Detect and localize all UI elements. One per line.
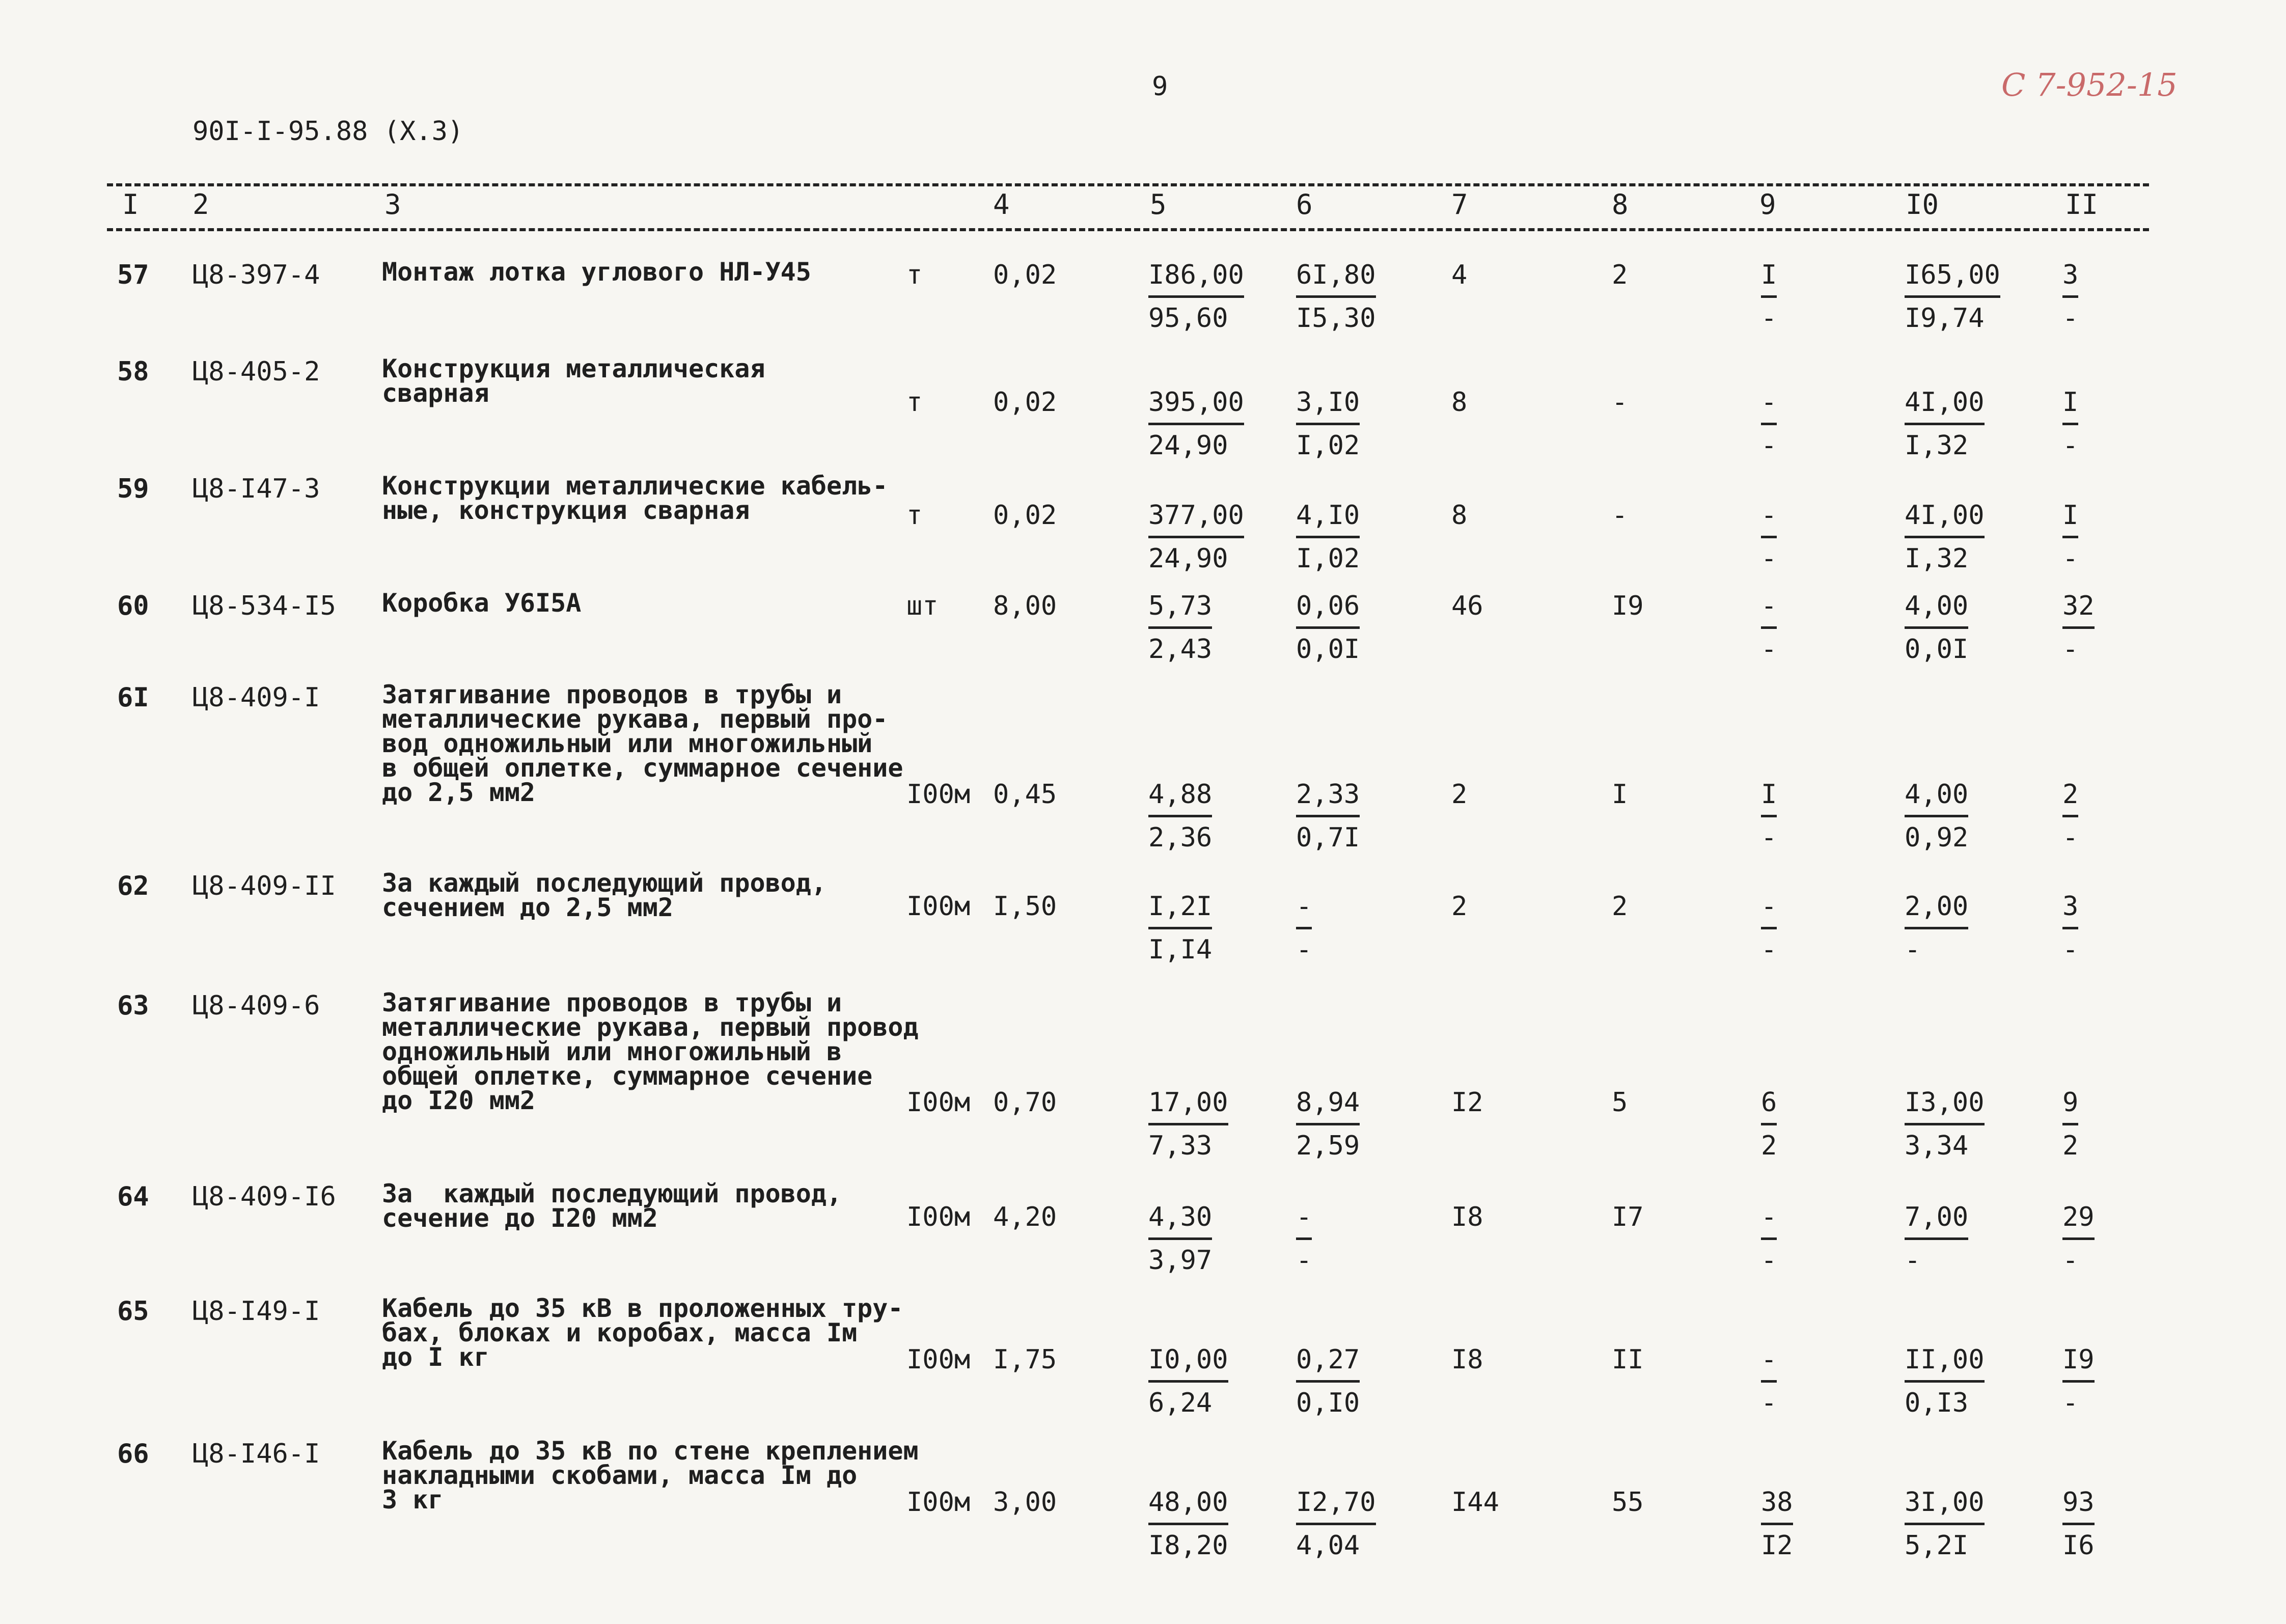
col6-value (1296, 1202, 1312, 1276)
col11-value-numerator: 32 (2062, 591, 2095, 629)
quantity: 4,20 (993, 1202, 1057, 1232)
col9-value (1761, 779, 1777, 853)
col8-value: II (1612, 1344, 1644, 1375)
col9-value-numerator: I (1761, 779, 1777, 817)
unit-of-measure: I00м (906, 1487, 971, 1518)
col10-value-denominator: 0,92 (1905, 822, 1969, 853)
quantity: 0,02 (993, 260, 1057, 290)
col10-value-denominator: I9,74 (1905, 303, 1985, 334)
row-number: 57 (117, 260, 149, 290)
col8-value: 2 (1612, 260, 1628, 290)
col9-value-denominator: - (1761, 430, 1777, 461)
col9-value (1761, 591, 1777, 665)
col10-value-numerator: 3I,00 (1905, 1487, 1985, 1525)
col6-value (1296, 1487, 1376, 1561)
col10-value-numerator: 4,00 (1905, 591, 1968, 629)
col9-value-denominator: - (1761, 822, 1777, 853)
work-description: Коробка У6I5А (382, 588, 582, 618)
col6-value-denominator: - (1296, 1245, 1312, 1276)
col6-value (1296, 591, 1360, 665)
unit-of-measure: I00м (906, 1202, 971, 1232)
col9-value-denominator: - (1761, 1388, 1777, 1418)
col5-value-denominator: 95,60 (1148, 303, 1228, 334)
col10-value-denominator: I,32 (1905, 543, 1969, 574)
col5-value-numerator: 17,00 (1148, 1087, 1228, 1125)
col6-value-numerator: - (1296, 891, 1312, 929)
col6-value-denominator: 0,7I (1296, 822, 1360, 853)
col11-value-numerator: 29 (2062, 1202, 2095, 1240)
col6-value (1296, 500, 1360, 574)
col7-value: 46 (1451, 591, 1483, 621)
col9-value (1761, 891, 1777, 965)
col11-value-denominator: - (2062, 934, 2079, 965)
col10-value-numerator: 4I,00 (1905, 500, 1985, 538)
rate-code: Ц8-534-I5 (192, 591, 336, 621)
row-number: 65 (117, 1296, 149, 1327)
header-rule-bottom (107, 228, 2149, 231)
col10-value-denominator: 0,I3 (1905, 1388, 1969, 1418)
col9-value-numerator: - (1761, 1202, 1777, 1240)
col11-value-numerator: 3 (2062, 260, 2078, 298)
col10-value-numerator: 7,00 (1905, 1202, 1968, 1240)
unit-of-measure: т (906, 260, 923, 290)
col5-value-denominator: 2,43 (1148, 634, 1213, 665)
col10-value-denominator: 5,2I (1905, 1530, 1969, 1561)
col6-value-numerator: I2,70 (1296, 1487, 1376, 1525)
col5-value-denominator: 24,90 (1148, 430, 1228, 461)
col5-value (1148, 591, 1212, 665)
col6-value-denominator: 0,I0 (1296, 1388, 1360, 1418)
col11-value-numerator: I9 (2062, 1344, 2095, 1383)
col10-value (1905, 591, 1968, 665)
col5-value (1148, 1344, 1228, 1418)
col9-value-denominator: - (1761, 934, 1777, 965)
col9-value-denominator: - (1761, 1245, 1777, 1276)
col6-value (1296, 891, 1312, 965)
col6-value-denominator: 0,0I (1296, 634, 1360, 665)
col11-value-numerator: 93 (2062, 1487, 2095, 1525)
col10-value-denominator: I,32 (1905, 430, 1969, 461)
col11-value-numerator: 3 (2062, 891, 2078, 929)
col5-value-denominator: I,I4 (1148, 934, 1213, 965)
col7-value: I8 (1451, 1202, 1483, 1232)
col5-value-numerator: 48,00 (1148, 1487, 1228, 1525)
col9-value-numerator: 38 (1761, 1487, 1793, 1525)
col10-value (1905, 1344, 1985, 1418)
col11-value-numerator: I (2062, 500, 2078, 538)
col11-value-denominator: - (2062, 634, 2079, 665)
col5-value-denominator: 2,36 (1148, 822, 1213, 853)
col-header-9: 9 (1759, 188, 1776, 221)
col-header-10: I0 (1906, 188, 1939, 221)
page-number: 9 (1152, 71, 1168, 102)
col6-value (1296, 260, 1376, 334)
col11-value (2062, 260, 2078, 334)
unit-of-measure: шт (906, 591, 939, 621)
col5-value-denominator: 7,33 (1148, 1131, 1213, 1161)
col5-value (1148, 1487, 1228, 1561)
quantity: 3,00 (993, 1487, 1057, 1518)
row-number: 64 (117, 1181, 149, 1212)
work-description: За каждый последующий провод, сечение до I20 мм2 (382, 1179, 842, 1233)
col11-value-denominator: I6 (2062, 1530, 2095, 1561)
unit-of-measure: т (906, 500, 923, 531)
col9-value (1761, 1087, 1777, 1161)
col5-value (1148, 1087, 1228, 1161)
col10-value-numerator: II,00 (1905, 1344, 1985, 1383)
col5-value-denominator: 24,90 (1148, 543, 1228, 574)
col6-value-denominator: I5,30 (1296, 303, 1376, 334)
col7-value: 8 (1451, 387, 1468, 418)
col5-value-denominator: 3,97 (1148, 1245, 1213, 1276)
quantity: 0,70 (993, 1087, 1057, 1118)
col11-value (2062, 387, 2078, 461)
col10-value-numerator: I65,00 (1905, 260, 2000, 298)
col-header-6: 6 (1296, 188, 1313, 221)
col11-value (2062, 591, 2095, 665)
col8-value: I7 (1612, 1202, 1644, 1232)
col5-value-numerator: 5,73 (1148, 591, 1212, 629)
col8-value: 55 (1612, 1487, 1644, 1518)
col11-value-denominator: - (2062, 543, 2079, 574)
col7-value: 4 (1451, 260, 1468, 290)
col11-value (2062, 779, 2078, 853)
col10-value (1905, 500, 1985, 574)
col9-value-numerator: - (1761, 500, 1777, 538)
col9-value-numerator: - (1761, 591, 1777, 629)
col6-value (1296, 1344, 1360, 1418)
col-header-8: 8 (1612, 188, 1629, 221)
col9-value-denominator: - (1761, 303, 1777, 334)
row-number: 66 (117, 1439, 149, 1469)
col5-value-numerator: 395,00 (1148, 387, 1244, 425)
col11-value-denominator: 2 (2062, 1131, 2079, 1161)
unit-of-measure: I00м (906, 891, 971, 922)
archive-stamp: С 7-952-15 (2001, 66, 2178, 103)
rate-code: Ц8-I49-I (192, 1296, 320, 1327)
col6-value-numerator: 8,94 (1296, 1087, 1360, 1125)
col9-value-denominator: - (1761, 634, 1777, 665)
col10-value-denominator: 3,34 (1905, 1131, 1969, 1161)
col9-value-denominator: - (1761, 543, 1777, 574)
col5-value-denominator: I8,20 (1148, 1530, 1228, 1561)
col7-value: I2 (1451, 1087, 1483, 1118)
rate-code: Ц8-409-6 (192, 990, 320, 1021)
col5-value (1148, 779, 1212, 853)
col6-value-denominator: 4,04 (1296, 1530, 1360, 1561)
col7-value: 2 (1451, 891, 1468, 922)
col11-value-denominator: - (2062, 303, 2079, 334)
col9-value (1761, 1487, 1793, 1561)
quantity: 0,02 (993, 387, 1057, 418)
col9-value-numerator: I (1761, 260, 1777, 298)
row-number: 60 (117, 591, 149, 621)
col11-value (2062, 1087, 2078, 1161)
col8-value: - (1612, 387, 1628, 418)
col10-value (1905, 1487, 1985, 1561)
col9-value-denominator: I2 (1761, 1530, 1793, 1561)
work-description: Затягивание проводов в трубы и металлические рукава, первый провод одножильный или многожильный в общей оплетке, суммарное сечение до I20 мм2 (382, 988, 919, 1115)
col11-value-denominator: - (2062, 822, 2079, 853)
col11-value (2062, 1202, 2095, 1276)
rate-code: Ц8-409-II (192, 871, 336, 901)
col11-value-numerator: I (2062, 387, 2078, 425)
col5-value-numerator: I86,00 (1148, 260, 1244, 298)
rate-code: Ц8-I46-I (192, 1439, 320, 1469)
col5-value-numerator: I0,00 (1148, 1344, 1228, 1383)
col11-value-denominator: - (2062, 430, 2079, 461)
col11-value (2062, 891, 2078, 965)
rate-code: Ц8-409-I (192, 682, 320, 713)
col5-value-numerator: 4,30 (1148, 1202, 1212, 1240)
col10-value (1905, 1202, 1968, 1276)
col6-value-denominator: 2,59 (1296, 1131, 1360, 1161)
col9-value (1761, 260, 1777, 334)
col6-value-numerator: 3,I0 (1296, 387, 1360, 425)
col8-value: I9 (1612, 591, 1644, 621)
col11-value (2062, 1487, 2095, 1561)
rate-code: Ц8-397-4 (192, 260, 320, 290)
col5-value (1148, 891, 1212, 965)
col10-value-numerator: I3,00 (1905, 1087, 1985, 1125)
col6-value (1296, 387, 1360, 461)
col5-value-numerator: 377,00 (1148, 500, 1244, 538)
col6-value-numerator: 2,33 (1296, 779, 1360, 817)
col-header-11: II (2065, 188, 2099, 221)
row-number: 58 (117, 356, 149, 387)
col8-value: - (1612, 500, 1628, 531)
col10-value-denominator: 0,0I (1905, 634, 1969, 665)
col11-value (2062, 1344, 2095, 1418)
work-description: Кабель до 35 кВ в проложенных тру- бах, блоках и коробах, масса Iм до I кг (382, 1293, 903, 1372)
col11-value-numerator: 9 (2062, 1087, 2078, 1125)
col9-value-numerator: 6 (1761, 1087, 1777, 1125)
unit-of-measure: т (906, 387, 923, 418)
unit-of-measure: I00м (906, 779, 971, 810)
col7-value: 2 (1451, 779, 1468, 810)
col5-value-numerator: 4,88 (1148, 779, 1212, 817)
col10-value-numerator: 4I,00 (1905, 387, 1985, 425)
col5-value (1148, 500, 1244, 574)
quantity: I,75 (993, 1344, 1057, 1375)
col10-value (1905, 260, 2000, 334)
work-description: Монтаж лотка углового НЛ-У45 (382, 257, 811, 287)
col-header-1: I (122, 188, 139, 221)
col8-value: I (1612, 779, 1628, 810)
work-description: Затягивание проводов в трубы и металлические рукава, первый про- вод одножильный или многожильный в общей оплетке, суммарное сечение до 2,5 мм2 (382, 680, 903, 807)
col9-value (1761, 1344, 1777, 1418)
row-number: 62 (117, 871, 149, 901)
document-code: 90I-I-95.88 (X.3) (192, 116, 464, 147)
work-description: Кабель до 35 кВ по стене креплением накладными скобами, масса Iм до 3 кг (382, 1436, 919, 1515)
col10-value-denominator: - (1905, 934, 1921, 965)
col5-value-numerator: I,2I (1148, 891, 1212, 929)
col9-value-numerator: - (1761, 891, 1777, 929)
row-number: 6I (117, 682, 149, 713)
col9-value-numerator: - (1761, 387, 1777, 425)
col10-value-numerator: 4,00 (1905, 779, 1968, 817)
col6-value-numerator: - (1296, 1202, 1312, 1240)
col-header-2: 2 (192, 188, 209, 221)
col11-value-denominator: - (2062, 1388, 2079, 1418)
col7-value: I8 (1451, 1344, 1483, 1375)
header-rule-top (107, 183, 2149, 186)
col11-value-denominator: - (2062, 1245, 2079, 1276)
col6-value-denominator: I,02 (1296, 430, 1360, 461)
col-header-4: 4 (993, 188, 1010, 221)
col10-value (1905, 1087, 1985, 1161)
col-header-7: 7 (1451, 188, 1468, 221)
col10-value (1905, 779, 1968, 853)
col8-value: 5 (1612, 1087, 1628, 1118)
col5-value-denominator: 6,24 (1148, 1388, 1213, 1418)
row-number: 59 (117, 474, 149, 504)
quantity: 8,00 (993, 591, 1057, 621)
col10-value-denominator: - (1905, 1245, 1921, 1276)
col11-value-numerator: 2 (2062, 779, 2078, 817)
unit-of-measure: I00м (906, 1344, 971, 1375)
col6-value-numerator: 6I,80 (1296, 260, 1376, 298)
work-description: За каждый последующий провод, сечением до 2,5 мм2 (382, 868, 827, 922)
col6-value (1296, 779, 1360, 853)
col6-value-denominator: I,02 (1296, 543, 1360, 574)
quantity: 0,45 (993, 779, 1057, 810)
col9-value-denominator: 2 (1761, 1131, 1777, 1161)
col9-value (1761, 387, 1777, 461)
col5-value (1148, 1202, 1212, 1276)
col5-value (1148, 260, 1244, 334)
col5-value (1148, 387, 1244, 461)
col10-value-numerator: 2,00 (1905, 891, 1968, 929)
quantity: 0,02 (993, 500, 1057, 531)
col6-value-denominator: - (1296, 934, 1312, 965)
col10-value (1905, 387, 1985, 461)
col-header-5: 5 (1150, 188, 1167, 221)
work-description: Конструкции металлические кабель- ные, конструкция сварная (382, 471, 888, 525)
col9-value-numerator: - (1761, 1344, 1777, 1383)
work-description: Конструкция металлическая сварная (382, 354, 765, 408)
col10-value (1905, 891, 1968, 965)
col11-value (2062, 500, 2078, 574)
col6-value-numerator: 0,06 (1296, 591, 1360, 629)
col-header-3: 3 (384, 188, 401, 221)
col7-value: I44 (1451, 1487, 1499, 1518)
col6-value-numerator: 4,I0 (1296, 500, 1360, 538)
col9-value (1761, 500, 1777, 574)
col6-value (1296, 1087, 1360, 1161)
col8-value: 2 (1612, 891, 1628, 922)
row-number: 63 (117, 990, 149, 1021)
quantity: I,50 (993, 891, 1057, 922)
rate-code: Ц8-409-I6 (192, 1181, 336, 1212)
col9-value (1761, 1202, 1777, 1276)
unit-of-measure: I00м (906, 1087, 971, 1118)
rate-code: Ц8-405-2 (192, 356, 320, 387)
col6-value-numerator: 0,27 (1296, 1344, 1360, 1383)
rate-code: Ц8-I47-3 (192, 474, 320, 504)
col7-value: 8 (1451, 500, 1468, 531)
